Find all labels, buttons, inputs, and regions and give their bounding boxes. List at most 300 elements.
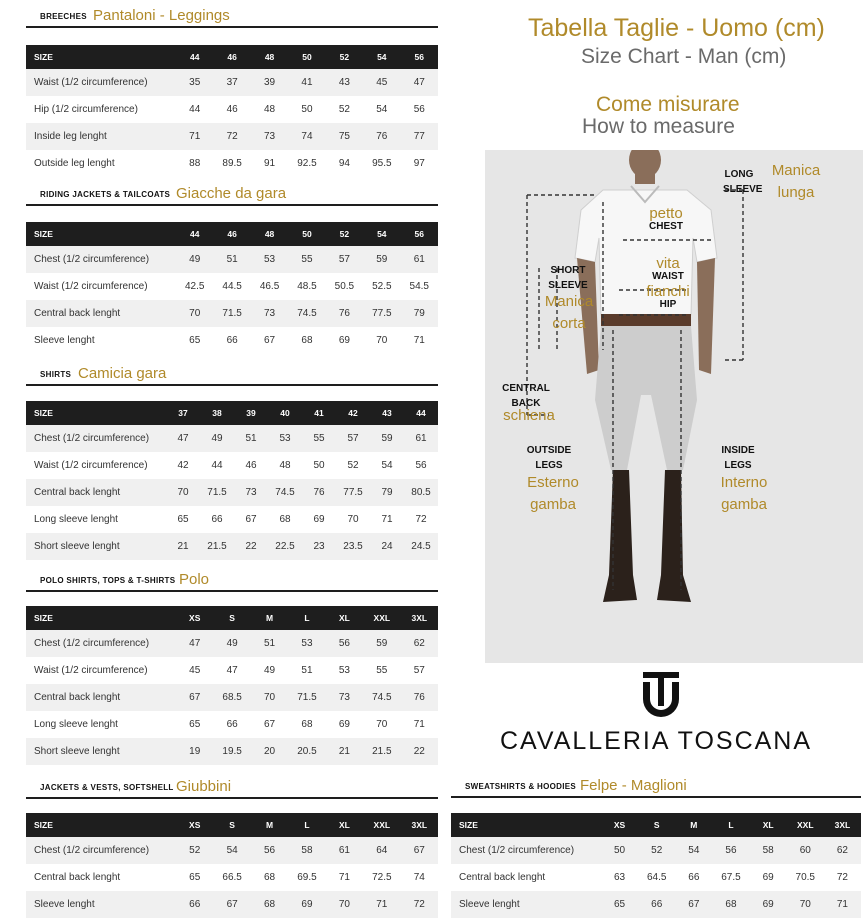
table-cell: 24 [370, 533, 404, 560]
table-cell: 51 [301, 665, 313, 676]
table-cell: 52 [176, 837, 213, 864]
section-title-it: Pantaloni - Leggings [93, 7, 230, 24]
table-row [26, 300, 438, 327]
row-label: Inside leg lenght [26, 123, 176, 150]
table-cell: 51 [213, 246, 250, 273]
table-row [26, 657, 438, 684]
table-cell: 21 [326, 738, 363, 765]
row-label: Long sleeve lenght [34, 719, 118, 730]
table-cell: 45 [363, 69, 400, 96]
table-header-row [451, 813, 861, 837]
table-cell: 71 [824, 891, 861, 918]
table-cell: 69.5 [297, 872, 317, 883]
column-header: 54 [363, 45, 400, 69]
table-cell: 70 [326, 891, 363, 918]
section-title-it: Polo [179, 571, 210, 588]
label-outside-legs-it: Esterno gamba [527, 474, 579, 513]
column-header: 3XL [401, 813, 438, 837]
table-cell: 67 [263, 335, 276, 346]
column-header: XS [176, 606, 213, 630]
table-cell: 74 [288, 123, 325, 150]
label-long-sleeve-it: Manica lunga [771, 162, 821, 201]
measure-title-it: Come misurare [596, 93, 740, 116]
column-header: 52 [326, 222, 363, 246]
table-header-row [26, 401, 438, 425]
row-label: Outside leg lenght [34, 158, 115, 169]
table-cell: 57 [336, 425, 370, 452]
table-cell: 97 [413, 158, 425, 169]
table-cell: 53 [251, 246, 288, 273]
table-cell: 37 [213, 69, 250, 96]
column-header: XL [326, 606, 363, 630]
table-cell: 79 [370, 479, 404, 506]
table-header-row [26, 606, 438, 630]
table-cell: 71 [176, 123, 213, 150]
table-cell: 20.5 [288, 738, 325, 765]
table-row [26, 425, 438, 452]
table-cell: 59 [363, 630, 400, 657]
table-row [451, 837, 861, 864]
section-header [26, 358, 438, 386]
column-header: XL [750, 813, 787, 837]
table-cell: 21.5 [200, 533, 234, 560]
table-cell: 77.5 [363, 300, 400, 327]
row-label: Sleeve lenght [34, 335, 95, 346]
table-cell: 44.5 [222, 281, 242, 292]
table-cell: 51 [251, 630, 288, 657]
table-cell: 53 [268, 425, 302, 452]
table-cell: 54 [675, 837, 712, 864]
column-header: XS [176, 813, 213, 837]
label-short-sleeve-en: SHORT SLEEVE [548, 265, 588, 291]
table-cell: 46.5 [259, 281, 280, 292]
table-header-row [26, 813, 438, 837]
table-cell: 22 [401, 738, 438, 765]
size-table [26, 813, 438, 918]
table-cell: 66 [226, 719, 238, 730]
table-cell: 70 [166, 479, 200, 506]
table-cell: 92.5 [297, 158, 317, 169]
row-label: Waist (1/2 circumference) [34, 460, 148, 471]
table-cell: 50 [301, 104, 313, 115]
table-row [451, 891, 861, 918]
row-label: Hip (1/2 circumference) [34, 104, 138, 115]
table-cell: 47 [166, 425, 200, 452]
table-cell: 46 [245, 460, 257, 471]
column-header: S [638, 813, 675, 837]
column-header: 40 [268, 401, 302, 425]
table-cell: 57 [413, 665, 425, 676]
section-title-en: POLO SHIRTS, TOPS & T-SHIRTS [40, 576, 176, 585]
table-cell: 56 [326, 630, 363, 657]
table-cell: 68 [301, 335, 313, 346]
column-header: M [675, 813, 712, 837]
table-header-row [26, 222, 438, 246]
table-cell: 43 [326, 69, 363, 96]
section-title-en: JACKETS & VESTS, SOFTSHELL [40, 783, 174, 792]
table-cell: 66.5 [222, 872, 242, 883]
table-cell: 64.5 [646, 872, 667, 883]
size-table [451, 813, 861, 918]
column-header: XXL [363, 813, 400, 837]
table-cell: 54.5 [409, 281, 429, 292]
section-title-it: Camicia gara [78, 365, 167, 382]
column-header: XL [326, 813, 363, 837]
table-cell: 41 [288, 69, 325, 96]
table-row [26, 479, 438, 506]
page-title-en: Size Chart - Man (cm) [581, 45, 787, 68]
label-inside-legs-en: INSIDE LEGS [721, 445, 755, 471]
label-hip-en: HIP [659, 299, 677, 310]
label-central-back-en: CENTRAL BACK [502, 383, 550, 409]
table-cell: 66 [226, 335, 238, 346]
table-cell: 24.5 [404, 533, 438, 560]
table-cell: 74 [413, 872, 425, 883]
table-cell: 72.5 [372, 872, 392, 883]
table-cell: 44 [211, 460, 223, 471]
table-row [26, 327, 438, 354]
column-header: M [251, 813, 288, 837]
table-cell: 52 [638, 837, 675, 864]
section-header [26, 0, 438, 28]
table-row [26, 452, 438, 479]
table-cell: 59 [363, 246, 400, 273]
table-cell: 80.5 [404, 479, 438, 506]
column-header: L [288, 606, 325, 630]
label-outside-legs-en: OUTSIDE LEGS [526, 445, 572, 471]
column-header: 37 [166, 401, 200, 425]
table-cell: 67 [675, 891, 712, 918]
table-cell: 68 [263, 872, 276, 883]
row-label: Central back lenght [26, 684, 176, 711]
table-cell: 71 [363, 891, 400, 918]
measure-title-en: How to measure [582, 115, 735, 138]
table-row [26, 684, 438, 711]
column-header: SIZE [26, 606, 176, 630]
table-cell: 23 [302, 533, 336, 560]
table-row [26, 69, 438, 96]
table-cell: 45 [189, 665, 201, 676]
table-row [26, 891, 438, 918]
table-cell: 71.5 [213, 300, 250, 327]
table-cell: 61 [404, 425, 438, 452]
table-cell: 68 [301, 719, 313, 730]
table-cell: 65 [189, 872, 201, 883]
row-label: Waist (1/2 circumference) [34, 665, 148, 676]
table-cell: 64 [363, 837, 400, 864]
column-header: SIZE [26, 45, 176, 69]
section-title-en: RIDING JACKETS & TAILCOATS [40, 190, 171, 199]
table-cell: 70.5 [795, 872, 815, 883]
column-header: XS [601, 813, 638, 837]
table-cell: 58 [750, 837, 787, 864]
label-inside-legs-it: Interno gamba [720, 474, 768, 513]
column-header: M [251, 606, 288, 630]
table-cell: 67 [176, 684, 213, 711]
column-header: SIZE [26, 813, 176, 837]
table-cell: 46 [226, 104, 238, 115]
table-cell: 47 [226, 665, 238, 676]
size-table [26, 45, 438, 177]
table-cell: 61 [326, 837, 363, 864]
table-cell: 56 [251, 837, 288, 864]
row-label: Chest (1/2 circumference) [451, 837, 601, 864]
table-cell: 69 [313, 514, 325, 525]
label-waist-en: WAIST [652, 271, 684, 282]
table-row [26, 96, 438, 123]
table-cell: 95.5 [372, 158, 392, 169]
column-header: 43 [370, 401, 404, 425]
table-cell: 71 [338, 872, 350, 883]
table-cell: 65 [189, 719, 201, 730]
table-cell: 55 [288, 246, 325, 273]
table-cell: 67 [401, 837, 438, 864]
column-header: L [712, 813, 749, 837]
table-cell: 76 [326, 300, 363, 327]
table-cell: 20 [251, 738, 288, 765]
row-label: Sleeve lenght [26, 891, 176, 918]
table-cell: 48 [279, 460, 291, 471]
table-cell: 59 [370, 425, 404, 452]
table-row [26, 711, 438, 738]
table-cell: 70 [251, 684, 288, 711]
table-cell: 62 [401, 630, 438, 657]
table-row [26, 506, 438, 533]
row-label: Short sleeve lenght [26, 533, 166, 560]
table-cell: 69 [750, 891, 787, 918]
table-cell: 22 [234, 533, 268, 560]
measurement-figure [485, 150, 863, 663]
table-cell: 75 [326, 123, 363, 150]
label-long-sleeve-en: LONG SLEEVE [723, 169, 763, 195]
table-cell: 67 [245, 514, 257, 525]
table-row [26, 864, 438, 891]
table-cell: 68 [251, 891, 288, 918]
column-header: 56 [401, 45, 438, 69]
table-cell: 23.5 [336, 533, 370, 560]
column-header: 41 [302, 401, 336, 425]
table-row [26, 837, 438, 864]
row-label: Chest (1/2 circumference) [26, 425, 166, 452]
table-cell: 69 [338, 335, 350, 346]
size-table [26, 606, 438, 765]
row-label: Chest (1/2 circumference) [26, 246, 176, 273]
table-cell: 70 [376, 719, 388, 730]
column-header: 52 [326, 45, 363, 69]
row-label: Short sleeve lenght [26, 738, 176, 765]
column-header: 44 [176, 45, 213, 69]
table-cell: 61 [401, 246, 438, 273]
table-cell: 68 [279, 514, 291, 525]
table-cell: 72 [401, 891, 438, 918]
row-label: Central back lenght [26, 479, 166, 506]
table-cell: 74.5 [288, 300, 325, 327]
table-cell: 74.5 [363, 684, 400, 711]
table-cell: 60 [787, 837, 824, 864]
table-cell: 66 [638, 891, 675, 918]
table-cell: 48 [263, 104, 276, 115]
table-cell: 53 [288, 630, 325, 657]
table-cell: 67.5 [721, 872, 741, 883]
column-header: S [213, 813, 250, 837]
table-cell: 69 [762, 872, 774, 883]
table-cell: 71.5 [288, 684, 325, 711]
row-label: Waist (1/2 circumference) [26, 69, 176, 96]
row-label: Central back lenght [26, 300, 176, 327]
table-cell: 69 [288, 891, 325, 918]
section-title-it: Giubbini [176, 778, 232, 795]
table-cell: 58 [288, 837, 325, 864]
column-header: 44 [404, 401, 438, 425]
row-label: Waist (1/2 circumference) [34, 281, 148, 292]
table-row [26, 246, 438, 273]
table-cell: 47 [176, 630, 213, 657]
label-chest-it: petto [649, 205, 683, 222]
label-hip-it: fianchi [646, 283, 690, 300]
table-cell: 49 [213, 630, 250, 657]
row-label: Central back lenght [34, 872, 121, 883]
column-header: XXL [363, 606, 400, 630]
brand-name: CAVALLERIA TOSCANA [500, 727, 813, 755]
size-table [26, 401, 438, 560]
table-cell: 71 [413, 719, 425, 730]
row-label: Chest (1/2 circumference) [26, 630, 176, 657]
table-cell: 56 [415, 460, 427, 471]
table-cell: 79 [401, 300, 438, 327]
section-title-en: BREECHES [40, 12, 87, 21]
table-cell: 89.5 [222, 158, 242, 169]
table-cell: 49 [176, 246, 213, 273]
column-header: 54 [363, 222, 400, 246]
section-header [26, 771, 438, 799]
table-cell: 35 [176, 69, 213, 96]
table-cell: 55 [376, 665, 388, 676]
table-row [26, 123, 438, 150]
row-label: Chest (1/2 circumference) [26, 837, 176, 864]
column-header: SIZE [26, 401, 166, 425]
page-title-it: Tabella Taglie - Uomo (cm) [528, 14, 825, 42]
table-cell: 52 [347, 460, 359, 471]
column-header: 46 [213, 222, 250, 246]
label-short-sleeve-it: Manica corta [544, 293, 594, 332]
table-cell: 76 [302, 479, 336, 506]
table-cell: 73 [251, 300, 288, 327]
table-cell: 71 [413, 335, 425, 346]
column-header: SIZE [451, 813, 601, 837]
table-cell: 56 [712, 837, 749, 864]
table-row [26, 738, 438, 765]
table-cell: 65 [189, 335, 201, 346]
table-cell: 71 [381, 514, 393, 525]
column-header: L [288, 813, 325, 837]
table-cell: 53 [338, 665, 350, 676]
table-cell: 48.5 [297, 281, 317, 292]
table-cell: 70 [176, 300, 213, 327]
row-label: Sleeve lenght [451, 891, 601, 918]
section-title-it: Giacche da gara [176, 185, 287, 202]
table-cell: 66 [211, 514, 223, 525]
table-cell: 50 [601, 837, 638, 864]
size-table [26, 222, 438, 354]
table-cell: 56 [413, 104, 425, 115]
section-title-it: Felpe - Maglioni [580, 777, 687, 794]
table-cell: 21.5 [363, 738, 400, 765]
table-cell: 55 [302, 425, 336, 452]
label-waist-it: vita [656, 255, 680, 272]
column-header: S [213, 606, 250, 630]
table-row [451, 864, 861, 891]
table-cell: 54 [376, 104, 388, 115]
table-cell: 63 [614, 872, 626, 883]
table-cell: 71.5 [200, 479, 234, 506]
cavalleria-logo-icon [638, 670, 684, 720]
table-cell: 66 [688, 872, 700, 883]
table-cell: 22.5 [268, 533, 302, 560]
table-cell: 21 [166, 533, 200, 560]
table-cell: 54 [381, 460, 393, 471]
table-cell: 74.5 [268, 479, 302, 506]
table-cell: 88 [189, 158, 201, 169]
table-cell: 77.5 [336, 479, 370, 506]
column-header: 42 [336, 401, 370, 425]
row-label: Central back lenght [459, 872, 546, 883]
table-cell: 52.5 [372, 281, 392, 292]
table-cell: 77 [401, 123, 438, 150]
table-cell: 68 [712, 891, 749, 918]
table-cell: 91 [263, 158, 276, 169]
label-central-back-it: schiena [503, 407, 555, 424]
table-cell: 67 [213, 891, 250, 918]
table-cell: 68.5 [213, 684, 250, 711]
column-header: 3XL [401, 606, 438, 630]
table-cell: 50.5 [334, 281, 355, 292]
table-row [26, 630, 438, 657]
table-header-row [26, 45, 438, 69]
table-row [26, 150, 438, 177]
table-cell: 54 [213, 837, 250, 864]
table-cell: 19.5 [213, 738, 250, 765]
table-cell: 72 [836, 872, 848, 883]
table-cell: 76 [401, 684, 438, 711]
table-cell: 72 [213, 123, 250, 150]
table-cell: 94 [338, 158, 350, 169]
column-header: 3XL [824, 813, 861, 837]
table-cell: 65 [177, 514, 189, 525]
table-cell: 49 [263, 665, 276, 676]
table-cell: 62 [824, 837, 861, 864]
column-header: 39 [234, 401, 268, 425]
table-cell: 70 [787, 891, 824, 918]
section-header [26, 178, 438, 206]
section-title-en: SHIRTS [40, 370, 72, 379]
table-cell: 51 [234, 425, 268, 452]
table-cell: 39 [251, 69, 288, 96]
row-label: Long sleeve lenght [34, 514, 118, 525]
section-header [451, 770, 861, 798]
table-cell: 73 [326, 684, 363, 711]
table-cell: 66 [176, 891, 213, 918]
column-header: 50 [288, 45, 325, 69]
column-header: 56 [401, 222, 438, 246]
table-cell: 49 [200, 425, 234, 452]
table-cell: 57 [326, 246, 363, 273]
table-cell: 67 [263, 719, 276, 730]
column-header: XXL [787, 813, 824, 837]
table-cell: 52 [338, 104, 350, 115]
table-cell: 19 [176, 738, 213, 765]
table-cell: 44 [189, 104, 201, 115]
table-cell: 65 [601, 891, 638, 918]
